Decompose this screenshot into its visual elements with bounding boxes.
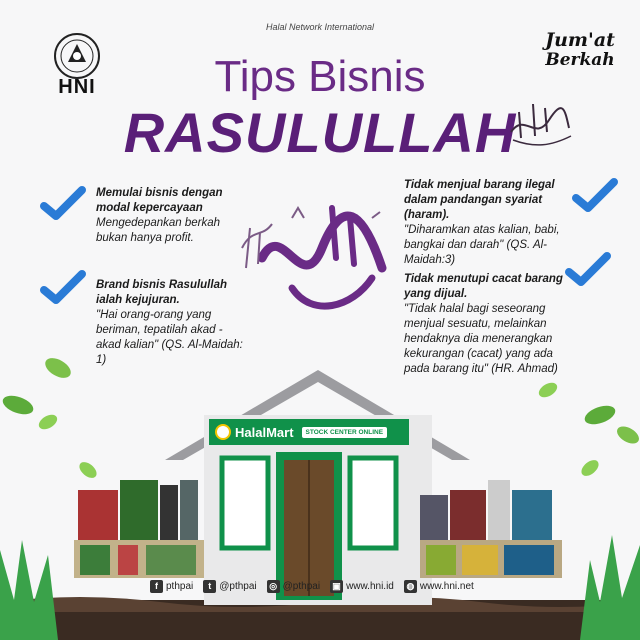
tip-heading: Memulai bisnis dengan modal kepercayaan (96, 187, 223, 214)
globe-icon: ◍ (404, 580, 417, 593)
halalmart-sign (209, 419, 409, 445)
social-facebook[interactable] (150, 580, 193, 593)
network-caption: Halal Network International (265, 22, 375, 32)
stock-center-tag: STOCK CENTER ONLINE (302, 427, 388, 438)
social-instagram[interactable] (267, 580, 320, 593)
facebook-icon: f (150, 580, 163, 593)
checkmark-icon (565, 250, 611, 290)
social-label: www.hni.net (419, 580, 474, 592)
jumat-label: Jum'at (545, 29, 615, 51)
social-web-shop[interactable] (330, 580, 394, 593)
title-line-2: RASULULLAH (123, 101, 517, 164)
instagram-icon: ◎ (267, 580, 280, 593)
hni-logo-text: HNI (58, 76, 96, 98)
social-label: pthpai (166, 580, 194, 592)
tip-heading: Tidak menutupi cacat barang yang dijual. (404, 273, 563, 300)
twitter-icon: t (203, 580, 216, 593)
tip-body: "Tidak halal bagi seseorang menjual sesuatu, melainkan hendaknya dia menerangkan kekurangan (cacat) yang ada pada barang itu" (HR. Ahmad) (404, 303, 558, 375)
tip-body: Mengedepankan berkah bukan hanya profit. (96, 217, 221, 244)
checkmark-icon (572, 176, 618, 216)
checkmark-icon (40, 184, 86, 224)
social-label: @pthpai (282, 580, 321, 592)
social-label: www.hni.id (346, 580, 394, 592)
halalmart-name: HalalMart (235, 424, 294, 440)
halalmart-logo-icon (215, 424, 231, 440)
tip-left-1 (96, 186, 246, 246)
tip-body: "Hai orang-orang yang beriman, tepatilah akad -akad kalian" (QS. Al-Maidah: 1) (96, 309, 243, 366)
social-web[interactable] (404, 580, 474, 593)
tip-heading: Tidak menjual barang ilegal dalam pandangan syariat (haram). (404, 179, 555, 221)
cart-icon: ▣ (330, 580, 343, 593)
social-twitter[interactable] (203, 580, 256, 593)
calligraphy-icon (505, 92, 575, 152)
berkah-label: Berkah (545, 50, 615, 70)
tip-body: "Diharamkan atas kalian, babi, bangkai dan darah" (QS. Al-Maidah:3) (404, 224, 560, 266)
tip-right-1 (404, 178, 569, 268)
social-bar (150, 576, 570, 596)
tip-heading: Brand bisnis Rasulullah ialah kejujuran. (96, 279, 227, 306)
social-label: @pthpai (219, 580, 257, 592)
title-line-1: Tips Bisnis (214, 52, 426, 101)
muhammad-calligraphy-icon (232, 188, 402, 328)
checkmark-icon (40, 268, 86, 308)
